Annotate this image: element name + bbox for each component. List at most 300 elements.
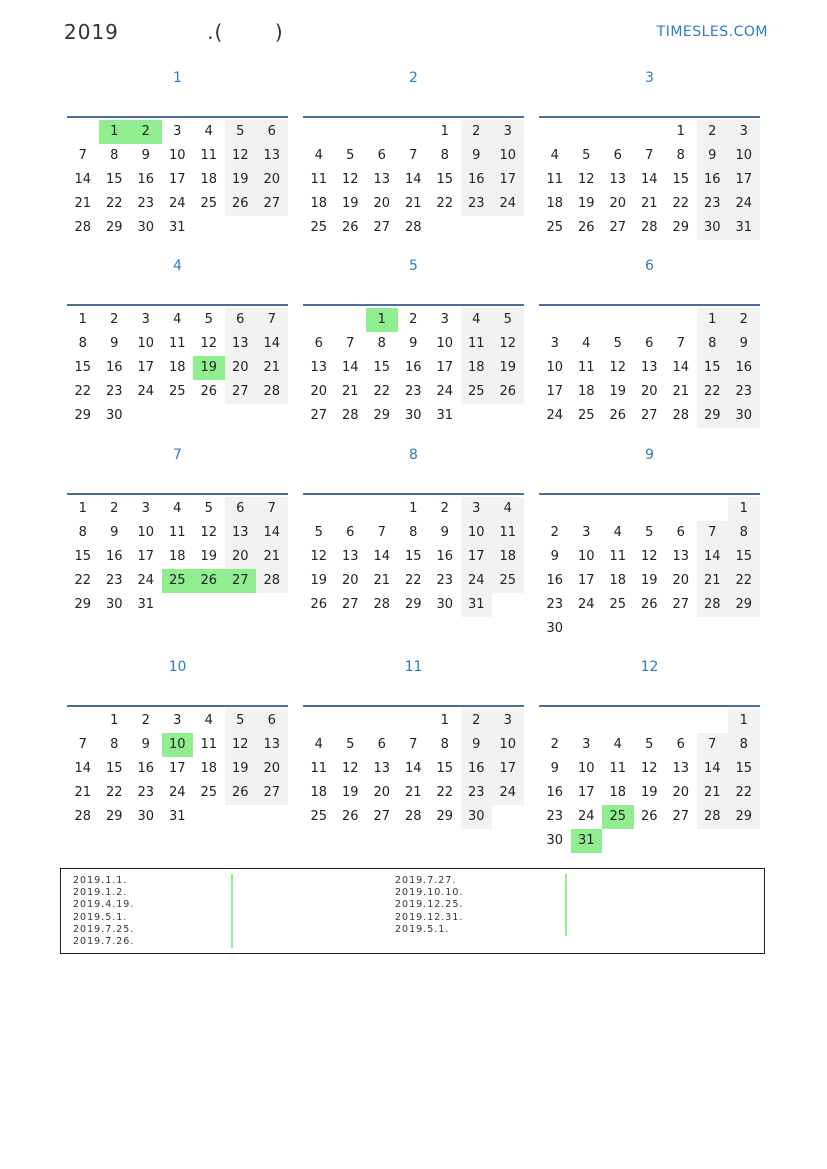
day-cell: 4 bbox=[613, 525, 622, 540]
day-cell: 23 bbox=[546, 809, 564, 824]
holiday-day-cell: 27 bbox=[225, 569, 257, 593]
day-cell: 25 bbox=[546, 220, 564, 235]
day-cell: 1 bbox=[676, 124, 685, 139]
day-cell: 9 bbox=[550, 761, 559, 776]
month-divider bbox=[303, 116, 524, 118]
day-cell: 12 bbox=[341, 172, 359, 187]
day-cell: 23 bbox=[728, 380, 760, 404]
day-cell: 11 bbox=[200, 737, 218, 752]
day-cell: 17 bbox=[492, 757, 524, 781]
day-cell: 26 bbox=[225, 781, 257, 805]
day-cell: 29 bbox=[436, 809, 454, 824]
day-cell: 17 bbox=[461, 545, 493, 569]
day-cell: 28 bbox=[341, 408, 359, 423]
month-divider bbox=[67, 304, 288, 306]
month-divider bbox=[539, 705, 760, 707]
day-cell: 10 bbox=[137, 336, 155, 351]
day-cell: 12 bbox=[577, 172, 595, 187]
day-cell: 19 bbox=[341, 196, 359, 211]
day-cell: 2 bbox=[550, 737, 559, 752]
day-cell: 19 bbox=[577, 196, 595, 211]
day-cell: 8 bbox=[78, 336, 87, 351]
day-cell: 25 bbox=[310, 809, 328, 824]
day-cell: 19 bbox=[341, 785, 359, 800]
day-cell: 25 bbox=[200, 785, 218, 800]
day-cell: 23 bbox=[436, 573, 454, 588]
day-cell: 24 bbox=[436, 384, 454, 399]
day-cell: 4 bbox=[204, 713, 213, 728]
day-cell: 13 bbox=[341, 549, 359, 564]
day-cell: 5 bbox=[346, 737, 355, 752]
day-cell: 8 bbox=[440, 148, 449, 163]
note-line: 2019.1.2. bbox=[73, 887, 128, 899]
day-cell: 8 bbox=[377, 336, 386, 351]
day-cell: 19 bbox=[225, 168, 257, 192]
day-cell: 1 bbox=[78, 312, 87, 327]
day-cell: 23 bbox=[461, 192, 493, 216]
day-cell: 13 bbox=[310, 360, 328, 375]
day-cell: 26 bbox=[640, 809, 658, 824]
day-cell: 26 bbox=[225, 192, 257, 216]
day-cell: 18 bbox=[546, 196, 564, 211]
day-cell: 22 bbox=[74, 573, 92, 588]
day-cell: 19 bbox=[200, 549, 218, 564]
day-cell: 30 bbox=[728, 404, 760, 428]
day-cell: 22 bbox=[728, 781, 760, 805]
day-cell: 23 bbox=[461, 781, 493, 805]
month-divider bbox=[303, 304, 524, 306]
day-cell: 7 bbox=[377, 525, 386, 540]
day-cell: 10 bbox=[546, 360, 564, 375]
day-cell: 21 bbox=[341, 384, 359, 399]
day-cell: 26 bbox=[341, 809, 359, 824]
day-cell: 2 bbox=[110, 312, 119, 327]
day-cell: 7 bbox=[78, 148, 87, 163]
day-cell: 2 bbox=[110, 501, 119, 516]
day-cell: 25 bbox=[168, 384, 186, 399]
day-cell: 31 bbox=[461, 593, 493, 617]
day-cell: 3 bbox=[728, 120, 760, 144]
day-cell: 22 bbox=[436, 196, 454, 211]
day-cell: 5 bbox=[613, 336, 622, 351]
day-cell: 10 bbox=[492, 144, 524, 168]
day-cell: 28 bbox=[697, 593, 729, 617]
day-cell: 3 bbox=[173, 124, 182, 139]
day-cell: 10 bbox=[492, 733, 524, 757]
holiday-day-cell: 25 bbox=[602, 805, 634, 829]
day-cell: 28 bbox=[74, 220, 92, 235]
day-cell: 29 bbox=[728, 805, 760, 829]
day-cell: 4 bbox=[582, 336, 591, 351]
day-cell: 11 bbox=[492, 521, 524, 545]
day-cell: 17 bbox=[577, 785, 595, 800]
day-cell: 16 bbox=[546, 573, 564, 588]
day-cell: 23 bbox=[404, 384, 422, 399]
day-cell: 24 bbox=[492, 781, 524, 805]
day-cell: 15 bbox=[404, 549, 422, 564]
day-cell: 29 bbox=[74, 408, 92, 423]
day-cell: 2 bbox=[141, 713, 150, 728]
day-cell: 6 bbox=[676, 737, 685, 752]
day-cell: 13 bbox=[373, 172, 391, 187]
day-cell: 13 bbox=[640, 360, 658, 375]
day-cell: 10 bbox=[461, 521, 493, 545]
day-cell: 30 bbox=[105, 597, 123, 612]
day-cell: 22 bbox=[697, 380, 729, 404]
day-cell: 6 bbox=[377, 737, 386, 752]
day-cell: 14 bbox=[256, 332, 288, 356]
note-line: 2019.12.25. bbox=[395, 899, 464, 911]
day-cell: 18 bbox=[168, 360, 186, 375]
day-cell: 28 bbox=[74, 809, 92, 824]
brand-link[interactable]: TIMESLES.COM bbox=[656, 24, 768, 40]
day-cell: 27 bbox=[341, 597, 359, 612]
day-cell: 3 bbox=[461, 497, 493, 521]
day-cell: 18 bbox=[577, 384, 595, 399]
day-cell: 17 bbox=[168, 172, 186, 187]
day-cell: 6 bbox=[645, 336, 654, 351]
day-cell: 5 bbox=[225, 120, 257, 144]
day-cell: 5 bbox=[204, 501, 213, 516]
day-cell: 9 bbox=[110, 525, 119, 540]
day-cell: 17 bbox=[137, 360, 155, 375]
day-cell: 23 bbox=[137, 785, 155, 800]
day-cell: 14 bbox=[404, 172, 422, 187]
day-cell: 30 bbox=[137, 809, 155, 824]
day-cell: 21 bbox=[74, 785, 92, 800]
day-cell: 22 bbox=[373, 384, 391, 399]
day-cell: 28 bbox=[404, 220, 422, 235]
holiday-day-cell: 19 bbox=[193, 356, 225, 380]
day-cell: 15 bbox=[373, 360, 391, 375]
day-cell: 15 bbox=[74, 360, 92, 375]
day-cell: 4 bbox=[550, 148, 559, 163]
note-line: 2019.10.10. bbox=[395, 887, 464, 899]
day-cell: 4 bbox=[613, 737, 622, 752]
day-cell: 5 bbox=[204, 312, 213, 327]
holiday-day-cell: 1 bbox=[366, 308, 398, 332]
day-cell: 14 bbox=[697, 545, 729, 569]
day-cell: 23 bbox=[105, 384, 123, 399]
day-cell: 22 bbox=[672, 196, 690, 211]
day-cell: 7 bbox=[256, 497, 288, 521]
day-cell: 30 bbox=[461, 805, 493, 829]
day-cell: 11 bbox=[310, 172, 328, 187]
day-cell: 6 bbox=[256, 120, 288, 144]
month-label: 7 bbox=[173, 447, 182, 463]
day-cell: 18 bbox=[200, 761, 218, 776]
day-cell: 25 bbox=[461, 380, 493, 404]
day-cell: 12 bbox=[609, 360, 627, 375]
day-cell: 15 bbox=[436, 761, 454, 776]
day-cell: 22 bbox=[105, 785, 123, 800]
day-cell: 22 bbox=[74, 384, 92, 399]
note-line: 2019.4.19. bbox=[73, 899, 135, 911]
day-cell: 18 bbox=[609, 785, 627, 800]
day-cell: 15 bbox=[74, 549, 92, 564]
day-cell: 2 bbox=[697, 120, 729, 144]
month-label: 1 bbox=[173, 70, 182, 86]
day-cell: 10 bbox=[577, 761, 595, 776]
day-cell: 21 bbox=[672, 384, 690, 399]
day-cell: 12 bbox=[341, 761, 359, 776]
day-cell: 28 bbox=[672, 408, 690, 423]
day-cell: 24 bbox=[137, 573, 155, 588]
day-cell: 11 bbox=[609, 761, 627, 776]
day-cell: 16 bbox=[137, 761, 155, 776]
day-cell: 3 bbox=[582, 525, 591, 540]
month-divider bbox=[67, 493, 288, 495]
day-cell: 14 bbox=[74, 761, 92, 776]
day-cell: 5 bbox=[346, 148, 355, 163]
day-cell: 11 bbox=[609, 549, 627, 564]
day-cell: 14 bbox=[74, 172, 92, 187]
day-cell: 20 bbox=[256, 168, 288, 192]
day-cell: 1 bbox=[78, 501, 87, 516]
day-cell: 18 bbox=[461, 356, 493, 380]
day-cell: 12 bbox=[200, 525, 218, 540]
month-divider bbox=[303, 705, 524, 707]
day-cell: 8 bbox=[697, 332, 729, 356]
day-cell: 16 bbox=[105, 360, 123, 375]
day-cell: 5 bbox=[225, 709, 257, 733]
day-cell: 5 bbox=[645, 525, 654, 540]
month-label: 12 bbox=[640, 659, 659, 675]
day-cell: 13 bbox=[672, 549, 690, 564]
day-cell: 24 bbox=[546, 408, 564, 423]
day-cell: 14 bbox=[697, 757, 729, 781]
day-cell: 1 bbox=[409, 501, 418, 516]
day-cell: 6 bbox=[256, 709, 288, 733]
day-cell: 28 bbox=[640, 220, 658, 235]
day-cell: 23 bbox=[105, 573, 123, 588]
day-cell: 5 bbox=[582, 148, 591, 163]
day-cell: 13 bbox=[256, 733, 288, 757]
day-cell: 31 bbox=[168, 809, 186, 824]
day-cell: 13 bbox=[672, 761, 690, 776]
day-cell: 16 bbox=[697, 168, 729, 192]
day-cell: 21 bbox=[256, 356, 288, 380]
day-cell: 18 bbox=[310, 785, 328, 800]
day-cell: 18 bbox=[168, 549, 186, 564]
day-cell: 15 bbox=[436, 172, 454, 187]
day-cell: 14 bbox=[640, 172, 658, 187]
day-cell: 25 bbox=[609, 597, 627, 612]
day-cell: 26 bbox=[640, 597, 658, 612]
day-cell: 24 bbox=[577, 597, 595, 612]
day-cell: 29 bbox=[728, 593, 760, 617]
day-cell: 4 bbox=[492, 497, 524, 521]
day-cell: 11 bbox=[310, 761, 328, 776]
day-cell: 6 bbox=[225, 497, 257, 521]
day-cell: 7 bbox=[676, 336, 685, 351]
day-cell: 27 bbox=[225, 380, 257, 404]
day-cell: 2 bbox=[461, 120, 493, 144]
holiday-day-cell: 25 bbox=[162, 569, 194, 593]
day-cell: 30 bbox=[105, 408, 123, 423]
day-cell: 6 bbox=[377, 148, 386, 163]
day-cell: 14 bbox=[373, 549, 391, 564]
day-cell: 17 bbox=[436, 360, 454, 375]
day-cell: 3 bbox=[440, 312, 449, 327]
day-cell: 21 bbox=[256, 545, 288, 569]
day-cell: 20 bbox=[672, 785, 690, 800]
day-cell: 18 bbox=[609, 573, 627, 588]
day-cell: 7 bbox=[645, 148, 654, 163]
day-cell: 20 bbox=[609, 196, 627, 211]
note-marker-right bbox=[565, 874, 567, 936]
day-cell: 10 bbox=[728, 144, 760, 168]
day-cell: 28 bbox=[697, 805, 729, 829]
day-cell: 9 bbox=[461, 733, 493, 757]
day-cell: 10 bbox=[436, 336, 454, 351]
day-cell: 11 bbox=[168, 525, 186, 540]
day-cell: 21 bbox=[404, 196, 422, 211]
day-cell: 15 bbox=[728, 545, 760, 569]
day-cell: 6 bbox=[346, 525, 355, 540]
day-cell: 5 bbox=[314, 525, 323, 540]
day-cell: 20 bbox=[310, 384, 328, 399]
day-cell: 17 bbox=[546, 384, 564, 399]
day-cell: 28 bbox=[256, 380, 288, 404]
day-cell: 1 bbox=[440, 124, 449, 139]
day-cell: 24 bbox=[168, 196, 186, 211]
day-cell: 1 bbox=[728, 709, 760, 733]
day-cell: 6 bbox=[314, 336, 323, 351]
day-cell: 9 bbox=[141, 737, 150, 752]
day-cell: 27 bbox=[256, 781, 288, 805]
day-cell: 30 bbox=[436, 597, 454, 612]
day-cell: 10 bbox=[137, 525, 155, 540]
day-cell: 18 bbox=[310, 196, 328, 211]
day-cell: 13 bbox=[609, 172, 627, 187]
month-label: 5 bbox=[409, 258, 418, 274]
day-cell: 28 bbox=[256, 569, 288, 593]
day-cell: 16 bbox=[436, 549, 454, 564]
day-cell: 12 bbox=[225, 144, 257, 168]
day-cell: 12 bbox=[225, 733, 257, 757]
day-cell: 9 bbox=[409, 336, 418, 351]
day-cell: 29 bbox=[74, 597, 92, 612]
month-divider bbox=[539, 116, 760, 118]
month-divider bbox=[67, 705, 288, 707]
day-cell: 3 bbox=[550, 336, 559, 351]
day-cell: 13 bbox=[373, 761, 391, 776]
day-cell: 29 bbox=[373, 408, 391, 423]
day-cell: 20 bbox=[256, 757, 288, 781]
day-cell: 8 bbox=[728, 733, 760, 757]
day-cell: 17 bbox=[577, 573, 595, 588]
day-cell: 4 bbox=[173, 501, 182, 516]
day-cell: 30 bbox=[404, 408, 422, 423]
day-cell: 19 bbox=[640, 785, 658, 800]
day-cell: 3 bbox=[492, 709, 524, 733]
holiday-day-cell: 31 bbox=[571, 829, 603, 853]
day-cell: 17 bbox=[728, 168, 760, 192]
day-cell: 12 bbox=[492, 332, 524, 356]
day-cell: 21 bbox=[373, 573, 391, 588]
day-cell: 7 bbox=[697, 521, 729, 545]
day-cell: 14 bbox=[672, 360, 690, 375]
day-cell: 11 bbox=[200, 148, 218, 163]
day-cell: 8 bbox=[78, 525, 87, 540]
day-cell: 24 bbox=[728, 192, 760, 216]
day-cell: 16 bbox=[546, 785, 564, 800]
day-cell: 2 bbox=[550, 525, 559, 540]
day-cell: 19 bbox=[310, 573, 328, 588]
day-cell: 8 bbox=[110, 737, 119, 752]
holiday-day-cell: 10 bbox=[162, 733, 194, 757]
day-cell: 18 bbox=[200, 172, 218, 187]
day-cell: 30 bbox=[546, 833, 564, 848]
day-cell: 26 bbox=[310, 597, 328, 612]
day-cell: 30 bbox=[697, 216, 729, 240]
day-cell: 15 bbox=[697, 356, 729, 380]
day-cell: 4 bbox=[461, 308, 493, 332]
day-cell: 16 bbox=[105, 549, 123, 564]
day-cell: 20 bbox=[225, 356, 257, 380]
month-divider bbox=[303, 493, 524, 495]
day-cell: 5 bbox=[492, 308, 524, 332]
day-cell: 14 bbox=[341, 360, 359, 375]
day-cell: 19 bbox=[492, 356, 524, 380]
day-cell: 3 bbox=[582, 737, 591, 752]
day-cell: 1 bbox=[728, 497, 760, 521]
day-cell: 18 bbox=[492, 545, 524, 569]
day-cell: 25 bbox=[577, 408, 595, 423]
day-cell: 21 bbox=[404, 785, 422, 800]
day-cell: 23 bbox=[546, 597, 564, 612]
day-cell: 26 bbox=[200, 384, 218, 399]
day-cell: 29 bbox=[105, 220, 123, 235]
month-label: 8 bbox=[409, 447, 418, 463]
day-cell: 7 bbox=[346, 336, 355, 351]
day-cell: 16 bbox=[461, 168, 493, 192]
day-cell: 25 bbox=[310, 220, 328, 235]
day-cell: 27 bbox=[373, 809, 391, 824]
day-cell: 31 bbox=[168, 220, 186, 235]
day-cell: 27 bbox=[672, 597, 690, 612]
day-cell: 6 bbox=[225, 308, 257, 332]
month-divider bbox=[67, 116, 288, 118]
day-cell: 9 bbox=[728, 332, 760, 356]
day-cell: 30 bbox=[546, 621, 564, 636]
day-cell: 24 bbox=[492, 192, 524, 216]
day-cell: 16 bbox=[728, 356, 760, 380]
month-label: 9 bbox=[645, 447, 654, 463]
month-label: 2 bbox=[409, 70, 418, 86]
day-cell: 1 bbox=[440, 713, 449, 728]
day-cell: 17 bbox=[137, 549, 155, 564]
day-cell: 7 bbox=[409, 148, 418, 163]
day-cell: 21 bbox=[697, 569, 729, 593]
day-cell: 29 bbox=[697, 404, 729, 428]
month-label: 6 bbox=[645, 258, 654, 274]
day-cell: 16 bbox=[461, 757, 493, 781]
day-cell: 22 bbox=[728, 569, 760, 593]
note-line: 2019.7.26. bbox=[73, 935, 135, 947]
day-cell: 20 bbox=[341, 573, 359, 588]
day-cell: 13 bbox=[256, 144, 288, 168]
day-cell: 11 bbox=[461, 332, 493, 356]
day-cell: 21 bbox=[697, 781, 729, 805]
notes-column-right bbox=[395, 875, 463, 936]
day-cell: 12 bbox=[200, 336, 218, 351]
day-cell: 29 bbox=[105, 809, 123, 824]
day-cell: 26 bbox=[577, 220, 595, 235]
day-cell: 29 bbox=[404, 597, 422, 612]
day-cell: 12 bbox=[640, 549, 658, 564]
